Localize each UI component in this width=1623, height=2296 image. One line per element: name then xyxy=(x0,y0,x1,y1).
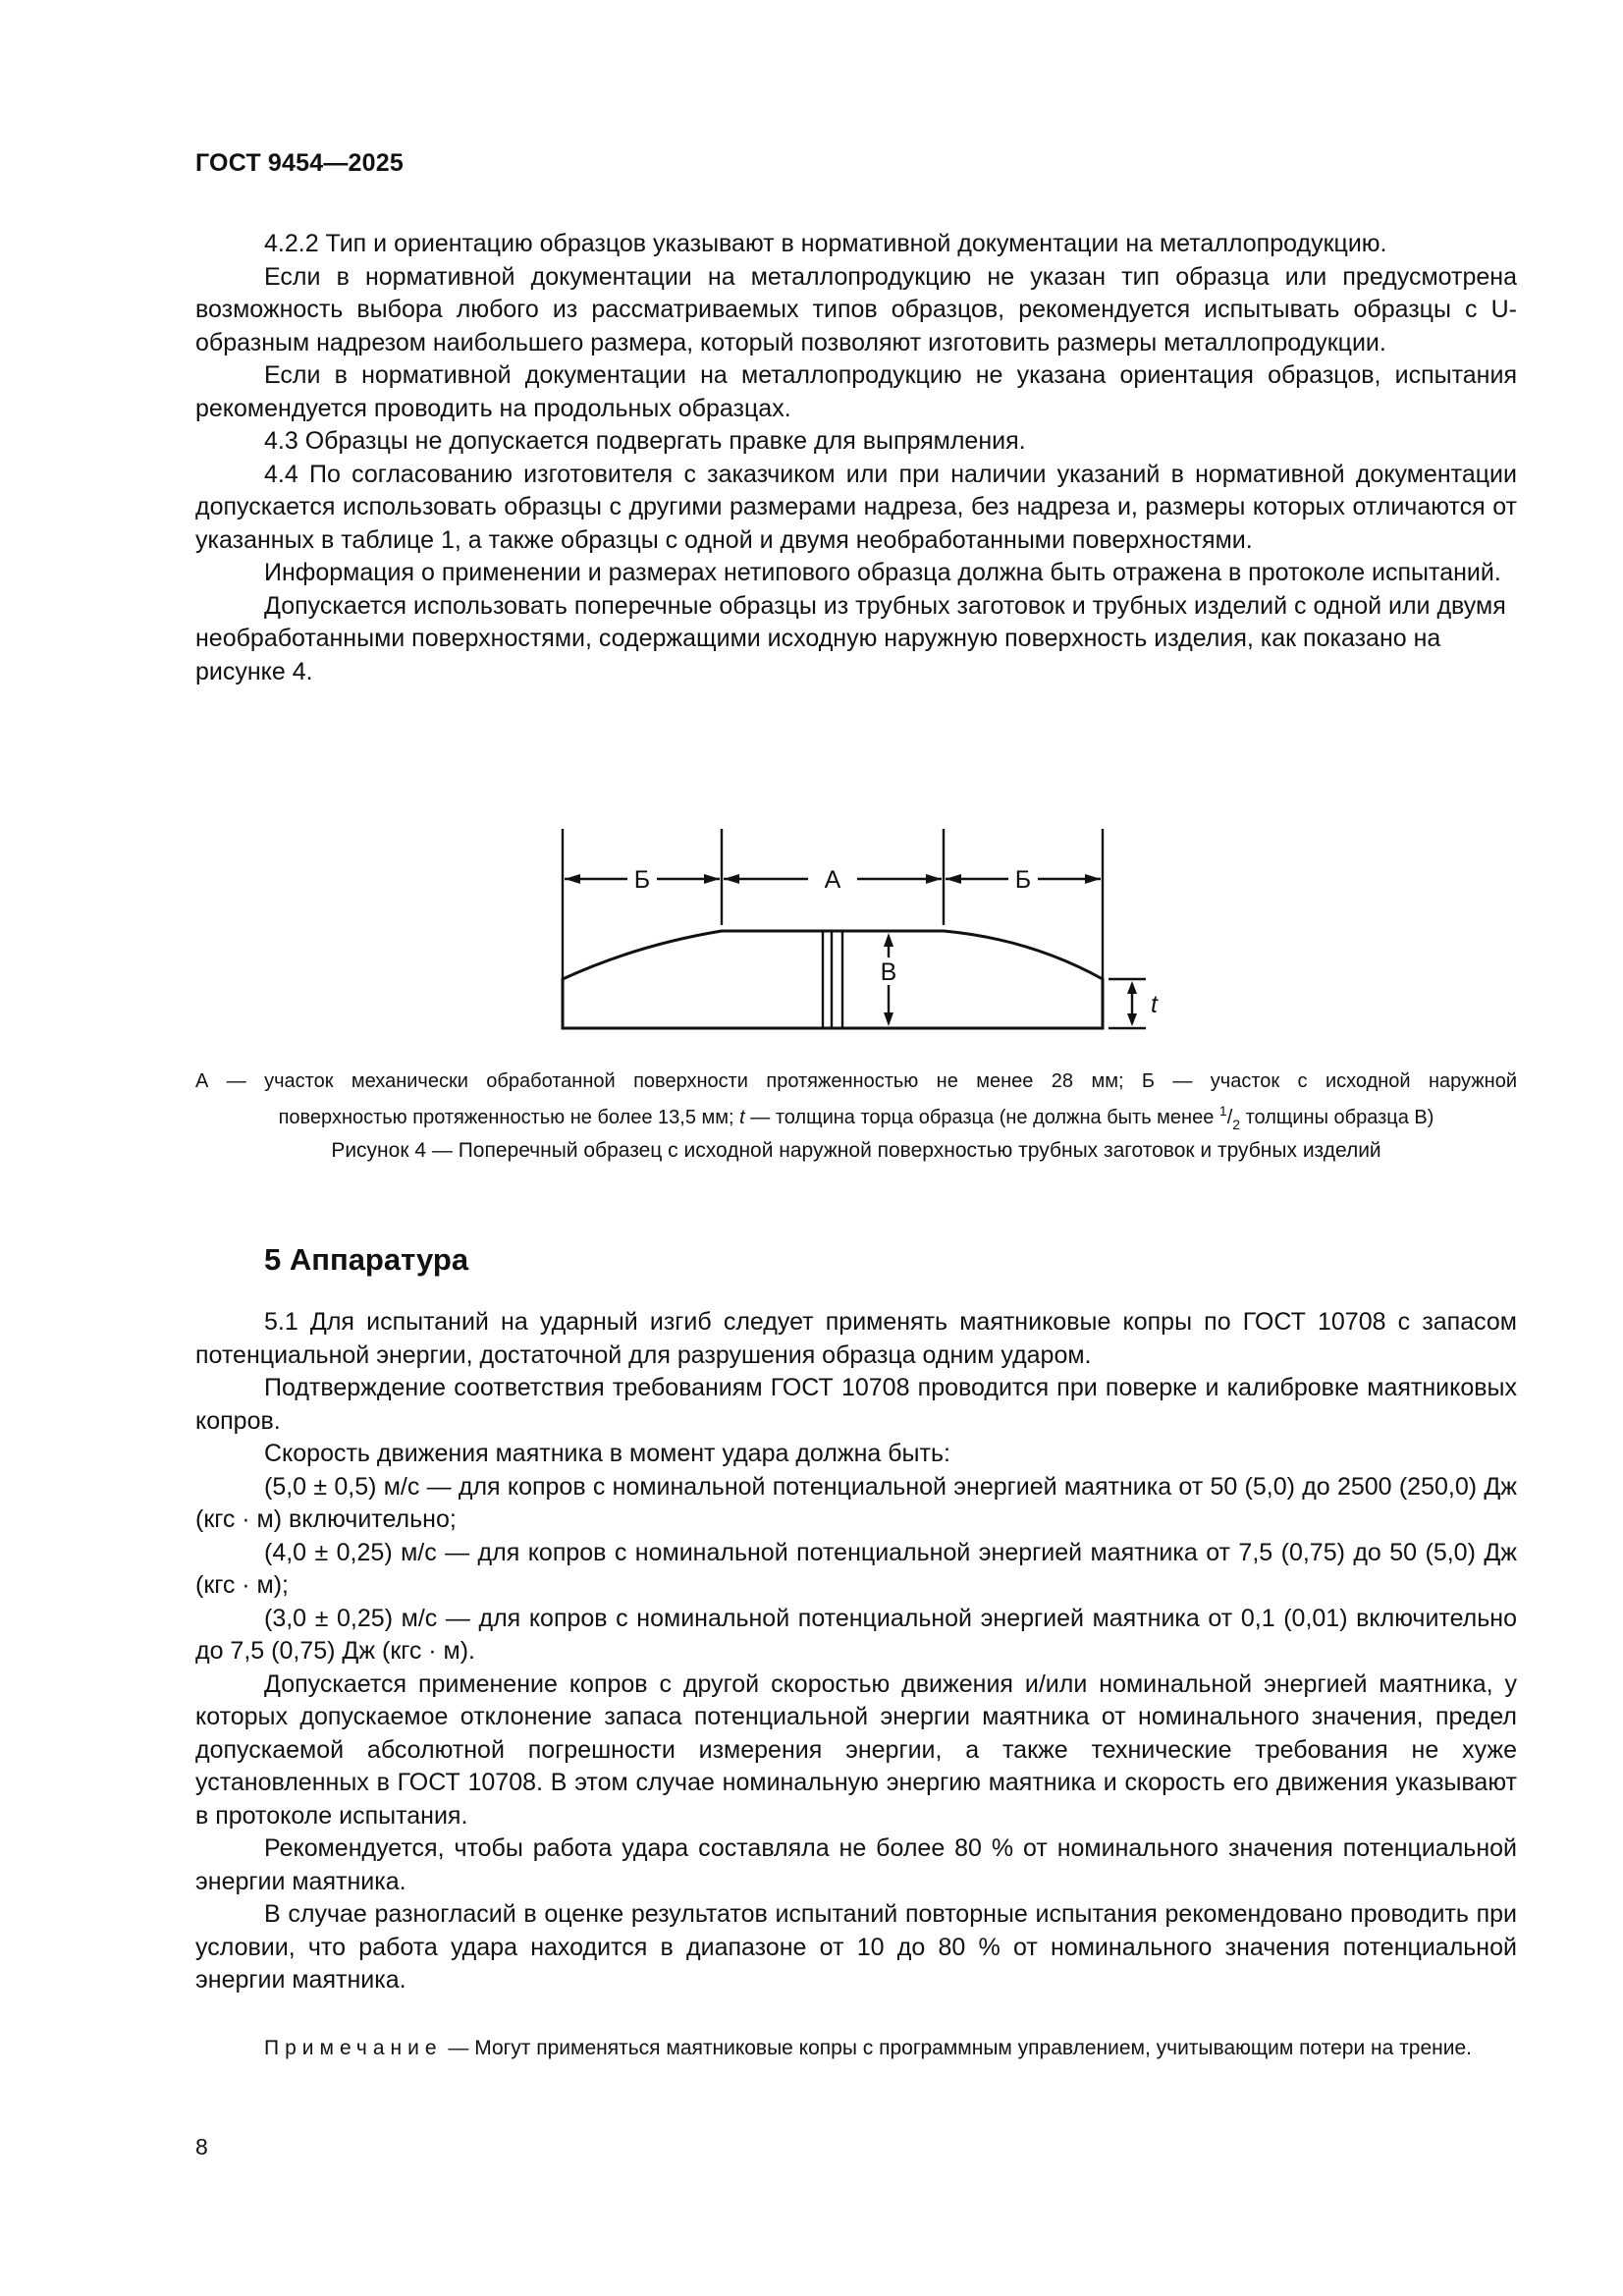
paragraph: Допускается применение копров с другой скоростью движения и/или номинальной энергией маятника, у которых допускаемое отклонение запаса потенциальной энергии маятника от номинального значения, предел допускаемой абсолютной погрешности измерения энергии, а также технические требования не хуже установленных в ГОСТ 10708. В этом случае номинальную энергию маятника и скорость его движения указывают в протоколе испытания. xyxy=(195,1669,1517,1830)
note xyxy=(195,2033,1517,2063)
label-t: t xyxy=(1151,991,1158,1018)
paragraph: В случае разногласий в оценке результатов испытаний повторные испытания рекомендовано проводить при условии, что работа удара находится в диапазоне от 10 до 80 % от номинального значения потенциальной энергии маятника. xyxy=(195,1900,1517,1994)
specimen-drawing xyxy=(195,815,1517,1061)
paragraph: Если в нормативной документации на металлопродукцию не указан тип образца или предусмотрена возможность выбора любого из рассматриваемых типов образцов, рекомендуется испытывать образцы с U-образным надрезом наибольшего размера, который позволяют изготовить размеры металлопродукции. xyxy=(195,262,1517,356)
note-text: — Могут применяться маятниковые копры с программным управлением, учитывающим потери на трение. xyxy=(442,2037,1472,2059)
paragraph: 4.2.2 Тип и ориентацию образцов указывают в нормативной документации на металлопродукцию. xyxy=(264,230,1387,257)
paragraph: 4.4 По согласованию изготовителя с заказчиком или при наличии указаний в нормативной документации допускается использовать образцы с другими размерами надреза, без надреза и, размеры которых отличаются от указанных в таблице 1, а также образцы с одной и двумя необработанными поверхностями. xyxy=(195,460,1517,554)
label-v: В xyxy=(880,958,897,986)
label-b-right: Б xyxy=(1014,866,1032,894)
label-b-left: Б xyxy=(633,866,651,894)
paragraph: Подтверждение соответствия требованиям ГОСТ 10708 проводится при поверке и калибровке маятниковых копров. xyxy=(195,1374,1517,1435)
text-block-4-2 xyxy=(195,228,1517,688)
label-a: А xyxy=(824,866,841,894)
paragraph: Если в нормативной документации на металлопродукцию не указана ориентация образцов, испытания рекомендуется проводить на продольных образцах. xyxy=(195,361,1517,422)
paragraph: Допускается использовать поперечные образцы из трубных заготовок и трубных изделий с одной или двумя необработанными поверхностями, содержащими исходную наружную поверхность изделия, как показано на рисунке 4. xyxy=(195,591,1506,685)
legend-text: поверхностью протяженностью не более 13,5 мм; xyxy=(278,1107,740,1128)
text-block-5-1 xyxy=(195,1306,1517,1997)
paragraph: (3,0 ± 0,25) м/с — для копров с номинальной потенциальной энергией маятника от 0,1 (0,01) включительно до 7,5 (0,75) Дж (кгс · м). xyxy=(195,1604,1517,1665)
fraction-numerator: 1 xyxy=(1218,1103,1227,1119)
legend-text: толщины образца В) xyxy=(1240,1107,1434,1128)
paragraph: (5,0 ± 0,5) м/с — для копров с номинальной потенциальной энергией маятника от 50 (5,0) до 2500 (250,0) Дж (кгс · м) включительно; xyxy=(195,1472,1517,1533)
legend-line-1: А — участок механически обработанной поверхности протяженностью не менее 28 мм; Б — участок с исходной наружной xyxy=(195,1070,1517,1092)
figure-4 xyxy=(195,815,1517,1061)
paragraph: Информация о применении и размерах нетипового образца должна быть отражена в протоколе испытаний. xyxy=(264,559,1501,586)
paragraph: 4.3 Образцы не допускается подвергать правке для выпрямления. xyxy=(264,427,1026,455)
legend-t: t xyxy=(739,1107,745,1128)
paragraph: (4,0 ± 0,25) м/с — для копров с номинальной потенциальной энергией маятника от 7,5 (0,75) до 50 (5,0) Дж (кгс · м); xyxy=(195,1538,1517,1599)
legend-line-2: поверхностью протяженностью не более 13,5 мм; t — толщина торца образца (не должна быть менее $^1/_2$ толщины образца В) xyxy=(278,1103,1434,1132)
legend-text: — толщина торца образца (не должна быть менее xyxy=(744,1107,1219,1128)
page-number: 8 xyxy=(195,2134,208,2159)
figure-legend xyxy=(195,1066,1517,1139)
figure-caption: Рисунок 4 — Поперечный образец с исходной наружной поверхностью трубных заготовок и трубных изделий xyxy=(331,1139,1381,1162)
document-header: ГОСТ 9454—2025 xyxy=(195,149,404,177)
paragraph: Скорость движения маятника в момент удара должна быть: xyxy=(264,1440,950,1467)
paragraph: Рекомендуется, чтобы работа удара составляла не более 80 % от номинального значения потенциальной энергии маятника. xyxy=(195,1834,1517,1895)
paragraph: 5.1 Для испытаний на ударный изгиб следует применять маятниковые копры по ГОСТ 10708 с запасом потенциальной энергии, достаточной для разрушения образца одним ударом. xyxy=(195,1308,1517,1369)
fraction-denominator: 2 xyxy=(1232,1117,1241,1132)
section-title: 5 Аппаратура xyxy=(264,1242,469,1277)
note-label: Примечание xyxy=(264,2037,443,2059)
